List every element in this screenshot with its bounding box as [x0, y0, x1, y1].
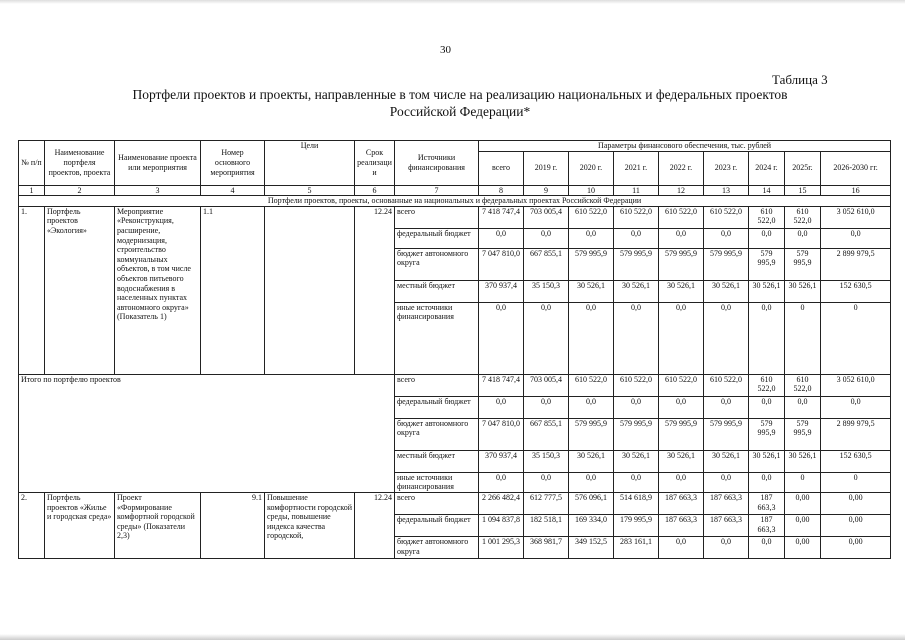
- amount-cell: 30 526,1: [785, 450, 821, 472]
- amount-cell: 703 005,4: [524, 374, 569, 396]
- amount-cell: 349 152,5: [569, 536, 614, 558]
- amount-cell: 610 522,0: [614, 374, 659, 396]
- funding-source: местный бюджет: [395, 280, 479, 302]
- scan-top-edge: [0, 0, 905, 4]
- portfolio-name: Портфель проектов «Жилье и городская среда»: [45, 492, 115, 558]
- amount-cell: 610 522,0: [704, 374, 749, 396]
- amount-cell: 610 522,0: [704, 206, 749, 228]
- amount-cell: 0,0: [614, 302, 659, 374]
- funding-source: всего: [395, 492, 479, 514]
- amount-cell: 610 522,0: [785, 374, 821, 396]
- portfolio-name: Портфель проектов «Экология»: [45, 206, 115, 374]
- amount-cell: 0,0: [479, 472, 524, 492]
- amount-cell: 30 526,1: [704, 280, 749, 302]
- header-year: 2019 г.: [524, 151, 569, 185]
- main-activity-number: 9.1: [201, 492, 265, 558]
- portfolio-housing: [19, 492, 891, 558]
- amount-cell: 0: [785, 472, 821, 492]
- amount-cell: 0,0: [749, 536, 785, 558]
- column-number: 7: [395, 185, 479, 196]
- amount-cell: 30 526,1: [785, 280, 821, 302]
- financing-table: [18, 140, 891, 559]
- amount-cell: 2 899 979,5: [821, 418, 891, 450]
- amount-cell: 187 663,3: [749, 492, 785, 514]
- header-term: Срок реализации: [355, 141, 395, 186]
- amount-cell: 1 094 837,8: [479, 514, 524, 536]
- column-number: 5: [265, 185, 355, 196]
- header-year: 2024 г.: [749, 151, 785, 185]
- amount-cell: 667 855,1: [524, 418, 569, 450]
- main-activity-number: 1.1: [201, 206, 265, 374]
- amount-cell: 0,0: [569, 472, 614, 492]
- project-name: Проект «Формирование комфортной городской среды» (Показатели 2,3): [115, 492, 201, 558]
- amount-cell: 0: [785, 302, 821, 374]
- table-row: [19, 492, 891, 514]
- amount-cell: 579 995,9: [704, 248, 749, 280]
- amount-cell: 703 005,4: [524, 206, 569, 228]
- document-title: Портфели проектов и проекты, направленные в том числе на реализацию национальных и федеральных проектов Российской Федерации*: [132, 87, 788, 119]
- amount-cell: 579 995,9: [749, 248, 785, 280]
- amount-cell: 0,0: [821, 396, 891, 418]
- amount-cell: 610 522,0: [659, 206, 704, 228]
- funding-source: бюджет автономного округа: [395, 536, 479, 558]
- goals: Повышение комфортности городской среды, повышение индекса качества городской,: [265, 492, 355, 558]
- amount-cell: 0,0: [749, 472, 785, 492]
- header-year: 2021 г.: [614, 151, 659, 185]
- amount-cell: 30 526,1: [749, 280, 785, 302]
- section-title: Портфели проектов, проекты, основанные на национальных и федеральных проектах Российской Федерации: [19, 196, 891, 207]
- page-number: 30: [440, 44, 451, 56]
- row-n: 1.: [19, 206, 45, 374]
- amount-cell: 30 526,1: [659, 450, 704, 472]
- header-sources: Источники финансирования: [395, 141, 479, 186]
- total-label: Итого по портфелю проектов: [19, 374, 395, 492]
- funding-source: федеральный бюджет: [395, 228, 479, 248]
- column-number: 9: [524, 185, 569, 196]
- table-row: [19, 206, 891, 228]
- amount-cell: 169 334,0: [569, 514, 614, 536]
- amount-cell: 30 526,1: [749, 450, 785, 472]
- amount-cell: 0,0: [569, 302, 614, 374]
- amount-cell: 187 663,3: [659, 492, 704, 514]
- funding-source: бюджет автономного округа: [395, 418, 479, 450]
- header-goals: Цели: [265, 141, 355, 186]
- project-name: Мероприятие «Реконструкция, расширение, модернизация, строительство коммунальных объектов, в том числе объектов питьевого водоснабжения в населенных пунктах автономного округа» (Показатель 1): [115, 206, 201, 374]
- header-portfolio: Наименование портфеля проектов, проекта: [45, 141, 115, 186]
- table-label: Таблица 3: [772, 72, 828, 87]
- amount-cell: 2 266 482,4: [479, 492, 524, 514]
- amount-cell: 610 522,0: [659, 374, 704, 396]
- amount-cell: 370 937,4: [479, 450, 524, 472]
- amount-cell: 370 937,4: [479, 280, 524, 302]
- amount-cell: 579 995,9: [659, 248, 704, 280]
- amount-cell: 610 522,0: [569, 374, 614, 396]
- amount-cell: 667 855,1: [524, 248, 569, 280]
- funding-source: федеральный бюджет: [395, 396, 479, 418]
- header-year: всего: [479, 151, 524, 185]
- amount-cell: 579 995,9: [614, 248, 659, 280]
- amount-cell: 0,00: [821, 492, 891, 514]
- amount-cell: 30 526,1: [569, 280, 614, 302]
- amount-cell: 0,0: [659, 302, 704, 374]
- amount-cell: 283 161,1: [614, 536, 659, 558]
- column-number: 13: [704, 185, 749, 196]
- amount-cell: 0,0: [749, 396, 785, 418]
- amount-cell: 0,0: [659, 472, 704, 492]
- amount-cell: 610 522,0: [569, 206, 614, 228]
- amount-cell: 179 995,9: [614, 514, 659, 536]
- amount-cell: 182 518,1: [524, 514, 569, 536]
- term: 12.24: [355, 206, 395, 374]
- amount-cell: 0,0: [524, 302, 569, 374]
- amount-cell: 30 526,1: [569, 450, 614, 472]
- funding-source: иные источники финансирования: [395, 302, 479, 374]
- amount-cell: 0,0: [704, 302, 749, 374]
- amount-cell: 152 630,5: [821, 280, 891, 302]
- amount-cell: 0,00: [785, 492, 821, 514]
- header-row: [19, 141, 891, 152]
- header-year: 2026-2030 гг.: [821, 151, 891, 185]
- amount-cell: 0,0: [659, 396, 704, 418]
- amount-cell: 579 995,9: [569, 248, 614, 280]
- amount-cell: 0,0: [704, 396, 749, 418]
- amount-cell: 579 995,9: [749, 418, 785, 450]
- funding-source: всего: [395, 374, 479, 396]
- amount-cell: 2 899 979,5: [821, 248, 891, 280]
- funding-source: бюджет автономного округа: [395, 248, 479, 280]
- funding-source: иные источники финансирования: [395, 472, 479, 492]
- funding-source: местный бюджет: [395, 450, 479, 472]
- amount-cell: 1 001 295,3: [479, 536, 524, 558]
- portfolio-ecology: [19, 206, 891, 374]
- amount-cell: 0,0: [524, 472, 569, 492]
- amount-cell: 0,00: [785, 514, 821, 536]
- amount-cell: 579 995,9: [704, 418, 749, 450]
- amount-cell: 0,0: [524, 396, 569, 418]
- goals: [265, 206, 355, 374]
- amount-cell: 7 418 747,4: [479, 206, 524, 228]
- amount-cell: 0,0: [614, 472, 659, 492]
- header-project: Наименование проекта или мероприятия: [115, 141, 201, 186]
- column-number: 12: [659, 185, 704, 196]
- amount-cell: 0,0: [749, 302, 785, 374]
- amount-cell: 0,0: [479, 396, 524, 418]
- amount-cell: 0,0: [785, 396, 821, 418]
- amount-cell: 3 052 610,0: [821, 206, 891, 228]
- amount-cell: 0: [821, 302, 891, 374]
- amount-cell: 7 047 810,0: [479, 248, 524, 280]
- column-number: 6: [355, 185, 395, 196]
- amount-cell: 30 526,1: [614, 280, 659, 302]
- funding-source: федеральный бюджет: [395, 514, 479, 536]
- amount-cell: 579 995,9: [614, 418, 659, 450]
- term: 12.24: [355, 492, 395, 558]
- row-n: 2.: [19, 492, 45, 558]
- amount-cell: 0,0: [659, 536, 704, 558]
- header-year: 2025г.: [785, 151, 821, 185]
- amount-cell: 610 522,0: [749, 206, 785, 228]
- amount-cell: 0,0: [524, 228, 569, 248]
- amount-cell: 30 526,1: [614, 450, 659, 472]
- amount-cell: 7 418 747,4: [479, 374, 524, 396]
- amount-cell: 579 995,9: [569, 418, 614, 450]
- column-numbers-row: [19, 185, 891, 196]
- amount-cell: 35 150,3: [524, 280, 569, 302]
- amount-cell: 0,0: [785, 228, 821, 248]
- amount-cell: 514 618,9: [614, 492, 659, 514]
- amount-cell: 368 981,7: [524, 536, 569, 558]
- column-number: 3: [115, 185, 201, 196]
- amount-cell: 0,0: [704, 472, 749, 492]
- header-year: 2020 г.: [569, 151, 614, 185]
- column-number: 11: [614, 185, 659, 196]
- header-year: 2023 г.: [704, 151, 749, 185]
- header-params: Параметры финансового обеспечения, тыс. рублей: [479, 141, 891, 152]
- amount-cell: 576 096,1: [569, 492, 614, 514]
- amount-cell: 152 630,5: [821, 450, 891, 472]
- amount-cell: 0,00: [785, 536, 821, 558]
- amount-cell: 0,0: [704, 536, 749, 558]
- amount-cell: 35 150,3: [524, 450, 569, 472]
- header-year: 2022 г.: [659, 151, 704, 185]
- amount-cell: 610 522,0: [749, 374, 785, 396]
- amount-cell: 187 663,3: [704, 514, 749, 536]
- amount-cell: 0,0: [614, 396, 659, 418]
- amount-cell: 0,0: [614, 228, 659, 248]
- header-n: № п/п: [19, 141, 45, 186]
- amount-cell: 30 526,1: [704, 450, 749, 472]
- amount-cell: 579 995,9: [785, 248, 821, 280]
- amount-cell: 187 663,3: [704, 492, 749, 514]
- amount-cell: 7 047 810,0: [479, 418, 524, 450]
- amount-cell: 0,0: [569, 396, 614, 418]
- amount-cell: 579 995,9: [785, 418, 821, 450]
- table-row: [19, 374, 891, 396]
- column-number: 16: [821, 185, 891, 196]
- amount-cell: 187 663,3: [749, 514, 785, 536]
- amount-cell: 3 052 610,0: [821, 374, 891, 396]
- column-number: 14: [749, 185, 785, 196]
- amount-cell: 612 777,5: [524, 492, 569, 514]
- amount-cell: 0: [821, 472, 891, 492]
- column-number: 8: [479, 185, 524, 196]
- amount-cell: 0,0: [479, 302, 524, 374]
- amount-cell: 187 663,3: [659, 514, 704, 536]
- column-number: 15: [785, 185, 821, 196]
- column-number: 4: [201, 185, 265, 196]
- amount-cell: 579 995,9: [659, 418, 704, 450]
- amount-cell: 0,00: [821, 514, 891, 536]
- column-number: 2: [45, 185, 115, 196]
- amount-cell: 0,0: [659, 228, 704, 248]
- column-number: 1: [19, 185, 45, 196]
- amount-cell: 0,0: [704, 228, 749, 248]
- amount-cell: 0,0: [749, 228, 785, 248]
- section-row: [19, 196, 891, 207]
- amount-cell: 610 522,0: [614, 206, 659, 228]
- amount-cell: 0,0: [821, 228, 891, 248]
- portfolio-total: [19, 374, 891, 492]
- amount-cell: 0,0: [479, 228, 524, 248]
- amount-cell: 30 526,1: [659, 280, 704, 302]
- amount-cell: 0,00: [821, 536, 891, 558]
- funding-source: всего: [395, 206, 479, 228]
- header-number: Номер основного мероприятия: [201, 141, 265, 186]
- amount-cell: 610 522,0: [785, 206, 821, 228]
- scan-bottom-edge: [0, 634, 905, 640]
- column-number: 10: [569, 185, 614, 196]
- amount-cell: 0,0: [569, 228, 614, 248]
